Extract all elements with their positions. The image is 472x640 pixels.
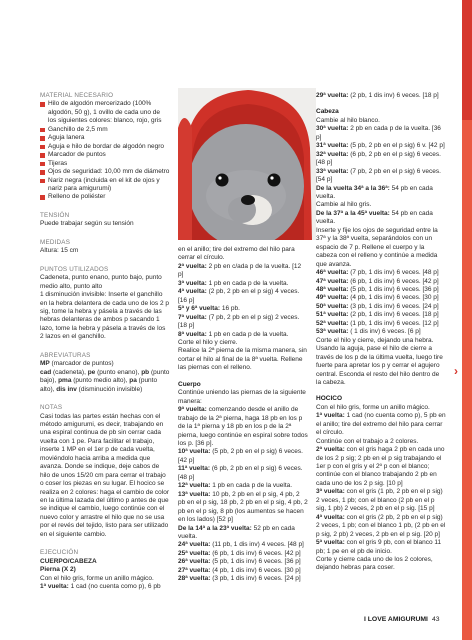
middle-column bbox=[178, 246, 308, 584]
pierna-row-1: 1ª vuelta: 1 cad (no cuenta como p), 6 pb bbox=[40, 583, 161, 591]
row: 3ª vuelta: 1 pb en cada p de la vuelta. bbox=[178, 279, 289, 287]
paragraph: Corte el hilo y cierre. bbox=[178, 338, 238, 346]
row: 1ª vuelta: 1 cad (no cuenta como p), 5 pb en el anillo; tire del extremo del hilo para cerrar el círculo. bbox=[316, 412, 446, 437]
row: 9ª vuelta: comenzando desde el anillo de trabajo de la 2ª pierna, haga 18 pb en los p de la 1ª pierna y 18 pb en los p de la 2ª pierna, luego continúe en espiral sobre todos los p. [36 p]. bbox=[178, 406, 308, 447]
row: 24ª vuelta: (11 pb, 1 dis inv) 4 veces. [48 p] bbox=[178, 541, 304, 549]
row: 10ª vuelta: (5 pb, 2 pb en el p sig) 6 veces. [42 p] bbox=[178, 448, 303, 464]
notas-text: Casi todas las partes están hechas con el método amigurumi, es decir, trabajando en una espiral continua de pb sin cerrar cada vuelta con 1 pe. Para facilitar el trabajo, inserte 1 MP en el 1er p de cada vuelta, moviéndolo hacia arriba a medida que avanza. Donde se indique, deje cabos de hilo de unos 15/20 cm para cerrar el trabajo o coser los piezas en su lugar. El hocico se realiza en 2 colores: haga el cambio de color en la última lazada del último p antes de que se indique el cambio, luego continúe con el nuevo color y arrastre el hilo que no se usa por el revés del tejido, listo para ser utilizado en el siguiente cambio. bbox=[40, 412, 169, 538]
tension-heading: TENSIÓN bbox=[40, 211, 70, 219]
cuerpo-heading: Cuerpo bbox=[178, 380, 201, 388]
abreviaturas-heading: ABREVIATURAS bbox=[40, 351, 91, 359]
medidas-text: Altura: 15 cm bbox=[40, 247, 79, 255]
row: 11ª vuelta: (6 pb, 2 pb en el p sig) 6 veces. [48 p] bbox=[178, 465, 303, 481]
row: 2ª vuelta: 2 pb en c/ada p de la vuelta. [12 p] bbox=[178, 262, 302, 279]
row: 12ª vuelta: 1 pb en cada p de la vuelta. bbox=[178, 482, 293, 490]
page-edge-stripe bbox=[462, 0, 472, 120]
list-item: Marcador de puntos bbox=[40, 151, 170, 159]
cuerpo-intro: Continúe uniendo las piernas de la siguiente manera: bbox=[178, 389, 306, 405]
gris-text: Cambie al hilo gris. bbox=[316, 201, 372, 209]
abreviaturas-text: MP (marcador de puntos) cad (cadeneta), pe (punto enano), pb (punto bajo), pma (punto medio alto), pa (punto alto), dis inv (disminución invisible) bbox=[40, 360, 170, 393]
puntos-text: Cadeneta, punto enano, punto bajo, punto medio alto, punto alto bbox=[40, 274, 162, 290]
list-item: Hilo de algodón mercerizado (100% algodón, 50 g), 1 ovillo de cada uno de los siguientes colores: blanco, rojo, gris bbox=[40, 100, 170, 125]
disminucion-text: 1 disminución invisible: Inserte el ganchillo en la hebra delantera de cada uno de los 2 p sig, tome la hebra y pásela a través de las hebras delanteras de ambos p sacando 1 lazo, tome la hebra y pásela a través de los 2 lazos en el ganchillo. bbox=[40, 291, 170, 341]
cabeza-intro: Cambie al hilo blanco. bbox=[316, 116, 380, 124]
row: 26ª vuelta: (5 pb, 1 dis inv) 6 veces. [36 p] bbox=[178, 558, 301, 566]
cierre-text: Corte el hilo y cierre, dejando una hebra. Usando la aguja, pase el hilo de cierre a través de los p de la última vuelta, luego tire fuerte para apretar los p y cerrar el agujero central. Esconda el resto del hilo dentro de la cabeza. bbox=[316, 336, 443, 386]
row: De la 37ª a la 45ª vuelta: 54 pb en cada vuelta. bbox=[316, 209, 433, 226]
row: 25ª vuelta: (6 pb, 1 dis inv) 6 veces. [42 p] bbox=[178, 549, 301, 557]
list-item: Aguja lanera bbox=[40, 134, 170, 142]
row: 13ª vuelta: 10 pb, 2 pb en el p sig, 4 pb, 2 pb en el p sig, 18 pb, 2 pb en el p sig, 4 pb, 2 pb en el p sig, 8 pb (los aumentos se hacen en los lados) [52 p] bbox=[178, 490, 308, 524]
row: De la vuelta 34ª a la 36ª: 54 pb en cada vuelta. bbox=[316, 184, 433, 200]
material-heading: MATERIAL NECESARIO bbox=[40, 92, 114, 99]
pierna-text: Con el hilo gris, forme un anillo mágico. bbox=[40, 574, 154, 582]
list-item: Nariz negra (incluida en el kit de ojos y nariz para amigurumi) bbox=[40, 177, 170, 194]
paragraph: Realice la 2ª pierna de la misma manera, sin cortar el hilo al final de la 8ª vuelta. Rellene las piernas con el relleno. bbox=[178, 347, 307, 372]
hocico-cont: Continúe con el trabajo a 2 colores. bbox=[316, 437, 419, 445]
page-edge-tab bbox=[462, 0, 472, 640]
row: 52ª vuelta: (1 pb, 1 dis inv) 6 veces. [12 p] bbox=[316, 319, 439, 327]
cont-text: en el anillo; tire del extremo del hilo para cerrar el círculo. bbox=[178, 246, 295, 262]
puntos-heading: PUNTOS UTILIZADOS bbox=[40, 265, 109, 273]
list-item: Tijeras bbox=[40, 160, 170, 168]
row: 49ª vuelta: (4 pb, 1 dis inv) 6 veces. [30 p] bbox=[316, 294, 439, 302]
row: 28ª vuelta: (3 pb, 1 dis inv) 6 veces. [24 p] bbox=[178, 575, 301, 583]
cuerpo-cabeza-heading: CUERPO/CABEZA bbox=[40, 557, 97, 565]
list-item: Aguja e hilo de bordar de algodón negro bbox=[40, 143, 170, 151]
row: 50ª vuelta: (3 pb, 1 dis inv) 6 veces. [24 p] bbox=[316, 302, 439, 310]
row: 32ª vuelta: (6 pb, 2 pb en el p sig) 6 veces. [48 p] bbox=[316, 150, 441, 167]
cabeza-heading: Cabeza bbox=[316, 108, 339, 116]
row: 3ª vuelta: con el gris (1 pb, 2 pb en el p sig) 2 veces, 1 pb; con el blanco (2 pb en el p sig, 1 pb) 2 veces, 2 pb en el p sig. [15 p] bbox=[316, 488, 443, 513]
page-footer bbox=[364, 616, 440, 623]
row: 8ª vuelta: 1 pb en cada p de la vuelta. bbox=[178, 330, 289, 338]
row: 53ª vuelta: ( 1 dis inv) 6 veces. [6 p] bbox=[316, 328, 421, 336]
chevron-right-icon: › bbox=[454, 364, 458, 378]
row: 51ª vuelta: (2 pb, 1 dis inv) 6 veces. [18 p] bbox=[316, 311, 439, 319]
amigurumi-photo bbox=[178, 88, 316, 240]
row: 46ª vuelta: (7 pb, 1 dis inv) 6 veces. [48 p] bbox=[316, 269, 439, 277]
medidas-heading: MEDIDAS bbox=[40, 238, 71, 246]
left-column bbox=[40, 92, 170, 592]
ejecucion-heading: EJECUCIÓN bbox=[40, 549, 79, 557]
row: 5ª vuelta: con el gris 9 pb, con el blanco 11 pb; 1 pe en el pb de inicio. bbox=[316, 539, 442, 555]
list-item: Ganchillo de 2,5 mm bbox=[40, 126, 170, 134]
row: 33ª vuelta: (7 pb, 2 pb en el p sig) 6 veces. [54 p] bbox=[316, 167, 441, 184]
notas-heading: NOTAS bbox=[40, 404, 63, 412]
row: 27ª vuelta: (4 pb, 1 dis inv) 6 veces. [30 p] bbox=[178, 566, 301, 574]
row: 5ª y 6ª vuelta: 16 pb. bbox=[178, 305, 240, 313]
pierna-heading: Pierna (X 2) bbox=[40, 566, 76, 574]
row: 31ª vuelta: (5 pb, 2 pb en el p sig) 6 v. [42 p] bbox=[316, 142, 445, 150]
list-item: Relleno de poliéster bbox=[40, 193, 170, 201]
row: De la 14ª a la 23ª vuelta: 52 pb en cada vuelta. bbox=[178, 524, 295, 540]
right-column bbox=[316, 92, 446, 573]
hocico-intro: Con el hilo gris, forme un anillo mágico. bbox=[316, 403, 430, 411]
row: 4ª vuelta: (2 pb, 2 pb en el p sig) 4 veces. [16 p] bbox=[178, 288, 300, 304]
ojos-text: Inserte y fije los ojos de seguridad entre la 37ª y la 38ª vuelta, separándolos con un espacio de 7 p. Rellene el cuerpo y la cabeza con el relleno y continúe a medida que avanza. bbox=[316, 226, 438, 268]
list-item: Ojos de seguridad: 10,00 mm de diámetro bbox=[40, 168, 170, 176]
brand-label: I LOVE AMIGURUMI bbox=[364, 616, 428, 623]
row: 7ª vuelta: (7 pb, 2 pb en el p sig) 2 veces. [18 p] bbox=[178, 313, 300, 330]
hocico-heading: HOCICO bbox=[316, 395, 342, 403]
row: 48ª vuelta: (5 pb, 1 dis inv) 6 veces. [36 p] bbox=[316, 285, 439, 293]
row: 2ª vuelta: con el gris haga 2 pb en cada uno de los 2 p sig; 2 pb en el p sig trabajando el 1er p con el gris y el 2º p con el blanco; continúe con el blanco trabajando 2 pb en cada uno de los 2 p sig. [10 p] bbox=[316, 446, 445, 487]
row: 47ª vuelta: (6 pb, 1 dis inv) 6 veces. [42 p] bbox=[316, 277, 439, 285]
row: 29ª vuelta: (2 pb, 1 dis inv) 6 veces. [18 p] bbox=[316, 92, 439, 99]
hocico-end: Corte y cierre cada uno de los 2 colores, dejando hebras para coser. bbox=[316, 556, 433, 572]
tension-text: Puede trabajar según su tensión bbox=[40, 220, 134, 228]
row: 4ª vuelta: con el gris (2 pb, 2 pb en el p sig) 2 veces, 1 pb; con el blanco 1 pb, (2 pb en el p sig, 2 pb) 2 veces, 2 pb en el p sig. [20 p] bbox=[316, 513, 446, 538]
row: 30ª vuelta: 2 pb en cada p de la vuelta. [36 p] bbox=[316, 125, 441, 141]
page-number: 43 bbox=[431, 616, 440, 623]
